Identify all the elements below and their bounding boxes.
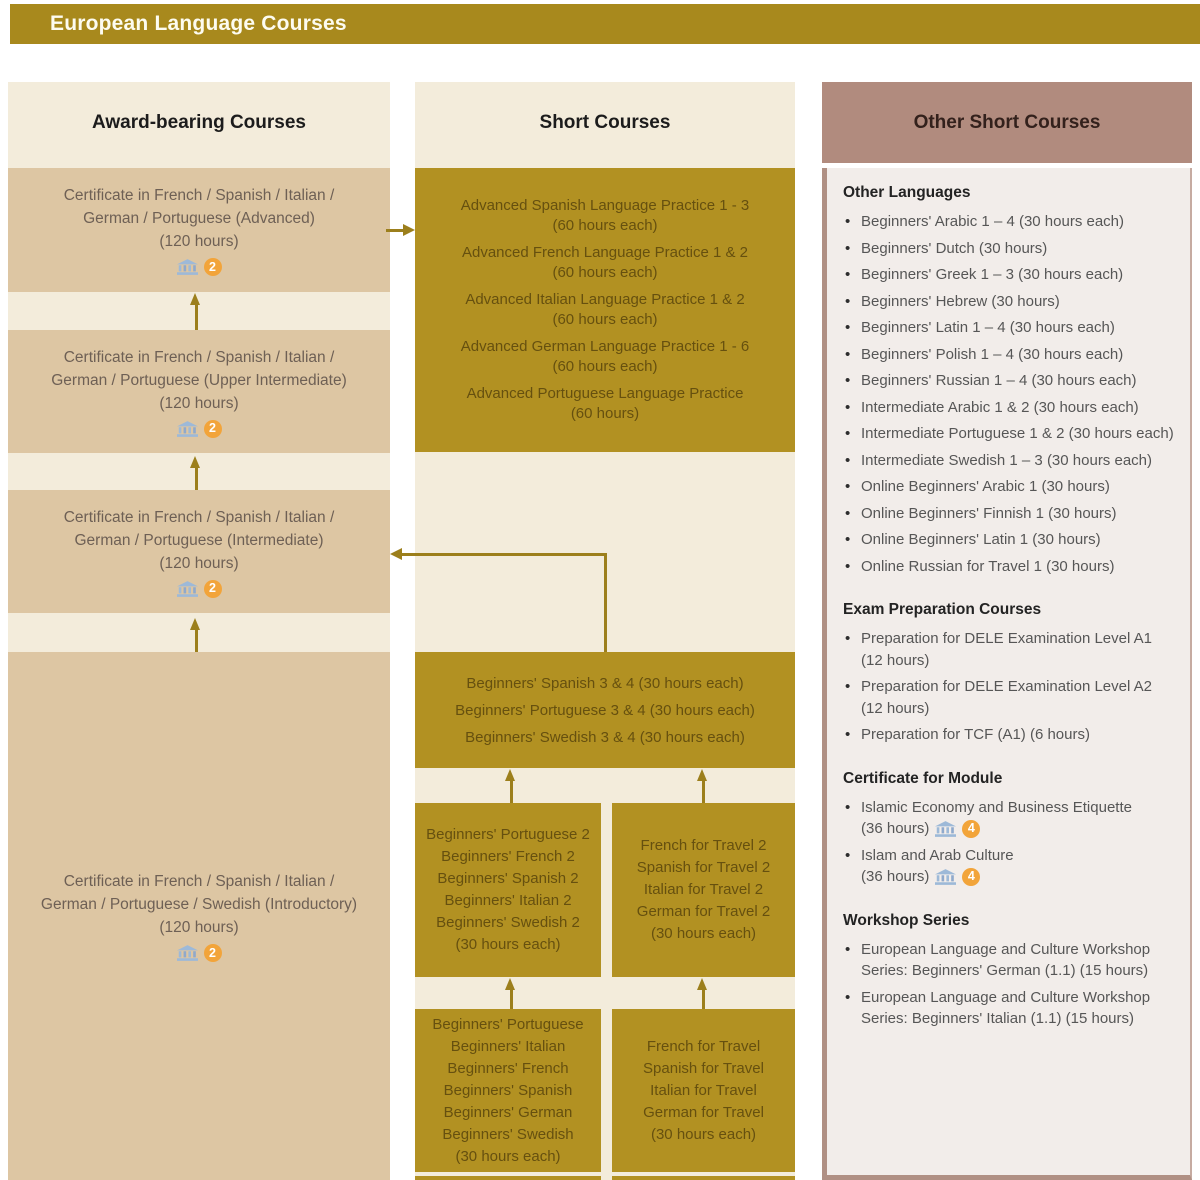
credit-badge: 2	[204, 580, 222, 598]
course-hours: (60 hours each)	[552, 264, 658, 281]
course-line: German for Travel 2	[636, 903, 771, 920]
course-line: • Preparation for TCF (A1) (6 hours)	[861, 726, 1090, 743]
list-item	[843, 423, 1182, 445]
list-item	[843, 211, 1182, 233]
course-line: • Preparation for DELE Examination Level A1	[861, 630, 1152, 647]
course-line: Beginners' Italian 2	[444, 892, 572, 909]
course-line: Beginners' Swedish	[442, 1125, 574, 1143]
list-item	[843, 628, 1182, 671]
arrow-elbow-line-icon	[401, 553, 607, 556]
course-line: Beginners' Italian	[450, 1037, 566, 1055]
course-entry	[467, 384, 744, 425]
course-line: (120 hours)	[159, 919, 239, 936]
institution-icon	[177, 421, 198, 437]
institution-icon	[177, 945, 198, 961]
course-list	[843, 797, 1182, 888]
award-box-intermediate	[8, 490, 390, 613]
award-box-introductory	[8, 652, 390, 1180]
credit-badge: 2	[204, 420, 222, 438]
course-line: Beginners' French 2	[441, 848, 575, 865]
arrow-up-icon	[702, 989, 705, 1009]
arrow-right-head-icon	[403, 224, 415, 236]
course-hours-row	[861, 866, 1182, 888]
course-line: German / Portuguese / Swedish (Introductory)	[40, 896, 358, 913]
short-box-beginners-2	[415, 803, 601, 977]
course-line: Beginners' Spanish 3 & 4 (30 hours each)	[466, 674, 744, 692]
short-box-advanced-practice	[415, 168, 795, 452]
course-hours: (12 hours)	[861, 699, 930, 717]
course-line: • Online Beginners' Finnish 1 (30 hours)	[861, 504, 1117, 522]
arrow-left-head-icon	[390, 548, 402, 560]
course-line: • Islamic Economy and Business Etiquette	[861, 798, 1132, 816]
award-box-advanced	[8, 168, 390, 292]
list-item	[843, 987, 1182, 1030]
course-line: German / Portuguese (Advanced)	[83, 210, 315, 227]
course-line: • Beginners' Russian 1 – 4 (30 hours each)	[861, 372, 1137, 389]
institution-icon	[177, 581, 198, 597]
course-line: (120 hours)	[159, 233, 239, 250]
credit-badge: 4	[962, 820, 980, 838]
course-line: Certificate in French / Spanish / Italian /	[63, 508, 335, 526]
award-box-upper-intermediate	[8, 330, 390, 453]
course-line: • Beginners' Polish 1 – 4 (30 hours each)	[861, 345, 1124, 363]
credit-row	[177, 944, 222, 962]
section-heading: Other Languages	[843, 184, 971, 201]
course-line: Spanish for Travel	[643, 1059, 764, 1077]
course-hours: (60 hours each)	[552, 358, 658, 375]
course-line: Italian for Travel	[650, 1081, 757, 1099]
cut-off-box	[612, 1176, 795, 1180]
course-name: Advanced French Language Practice 1 & 2	[461, 243, 749, 261]
course-line: Certificate in French / Spanish / Italian /	[63, 187, 335, 204]
course-line: Beginners' French	[447, 1059, 569, 1077]
course-hours: (60 hours each)	[552, 217, 658, 234]
credit-badge: 2	[204, 944, 222, 962]
other-courses-panel	[822, 168, 1192, 1180]
list-item	[843, 676, 1182, 719]
list-item	[843, 264, 1182, 286]
course-line: Certificate in French / Spanish / Italian /	[63, 348, 335, 366]
list-item	[843, 797, 1182, 840]
list-item	[843, 556, 1182, 578]
arrow-up-icon	[702, 780, 705, 803]
course-list	[843, 211, 1182, 577]
course-line: Beginners' Spanish	[443, 1081, 573, 1099]
list-item	[843, 939, 1182, 982]
list-item	[843, 370, 1182, 392]
institution-icon	[935, 869, 956, 885]
institution-icon	[177, 259, 198, 275]
course-name: Advanced Portuguese Language Practice	[466, 384, 744, 402]
arrow-up-icon	[195, 629, 198, 652]
arrow-right-icon	[386, 229, 404, 232]
course-entry	[462, 243, 748, 284]
course-line: Series: Beginners' German (1.1) (15 hours)	[861, 962, 1149, 979]
course-hours: (36 hours)	[861, 868, 930, 885]
course-entry	[461, 196, 750, 237]
list-item	[843, 476, 1182, 498]
course-hours: (60 hours)	[570, 405, 640, 422]
credit-row	[177, 580, 222, 598]
course-line: Beginners' Swedish 2	[436, 914, 580, 931]
course-list	[843, 628, 1182, 746]
course-name: Advanced Italian Language Practice 1 & 2	[465, 290, 745, 308]
list-item	[843, 503, 1182, 525]
list-item	[843, 317, 1182, 339]
section-heading: Certificate for Module	[843, 769, 1003, 787]
course-hours: (12 hours)	[861, 651, 930, 669]
course-line: • European Language and Culture Workshop	[861, 940, 1151, 958]
section-certificate-for-module	[843, 770, 1182, 888]
course-line: Beginners' Portuguese	[432, 1015, 584, 1033]
list-item	[843, 238, 1182, 260]
list-item	[843, 845, 1182, 888]
course-line: French for Travel 2	[640, 837, 767, 854]
short-box-travel-2	[612, 803, 795, 977]
course-line: German / Portuguese (Upper Intermediate)	[51, 371, 347, 389]
section-workshop-series	[843, 912, 1182, 1030]
course-hours: (60 hours each)	[552, 311, 658, 328]
short-box-beginners-1	[415, 1009, 601, 1172]
credit-row	[177, 258, 222, 276]
list-item	[843, 529, 1182, 551]
section-heading: Workshop Series	[843, 911, 970, 929]
course-line: Beginners' Swedish 3 & 4 (30 hours each)	[465, 728, 745, 746]
course-line: • Intermediate Arabic 1 & 2 (30 hours each)	[861, 398, 1139, 416]
course-entry	[465, 290, 744, 331]
short-column-header: Short Courses	[539, 111, 671, 133]
course-line: • Beginners' Greek 1 – 3 (30 hours each)	[861, 266, 1124, 283]
course-line: • Beginners' Arabic 1 – 4 (30 hours each)	[861, 213, 1125, 230]
arrow-up-icon	[195, 467, 198, 490]
course-hours: (36 hours)	[861, 820, 930, 837]
section-heading: Exam Preparation Courses	[843, 601, 1042, 618]
course-entry	[461, 337, 750, 378]
course-line: (120 hours)	[159, 554, 239, 572]
list-item	[843, 724, 1182, 746]
list-item	[843, 291, 1182, 313]
course-line: • Online Beginners' Latin 1 (30 hours)	[861, 531, 1101, 548]
course-line: German / Portuguese (Intermediate)	[74, 531, 324, 549]
section-other-languages	[843, 184, 1182, 577]
course-line: • Beginners' Latin 1 – 4 (30 hours each)	[861, 319, 1115, 336]
course-line: Spanish for Travel 2	[636, 859, 771, 876]
arrow-up-icon	[510, 780, 513, 803]
credit-badge: 2	[204, 258, 222, 276]
list-item	[843, 450, 1182, 472]
course-line: • Beginners' Dutch (30 hours)	[861, 239, 1048, 257]
arrow-up-icon	[195, 304, 198, 330]
credit-row	[177, 420, 222, 438]
course-line: • Online Russian for Travel 1 (30 hours)	[861, 557, 1115, 575]
short-box-beginners-3-4	[415, 652, 795, 768]
course-line: Certificate in French / Spanish / Italian /	[63, 873, 335, 890]
course-line: • Intermediate Swedish 1 – 3 (30 hours each)	[861, 451, 1152, 469]
credit-badge: 4	[962, 868, 980, 886]
list-item	[843, 397, 1182, 419]
award-column-header: Award-bearing Courses	[92, 111, 306, 133]
course-line: • European Language and Culture Workshop	[861, 988, 1151, 1006]
other-column-header: Other Short Courses	[822, 82, 1192, 163]
institution-icon	[935, 821, 956, 837]
section-exam-preparation	[843, 601, 1182, 746]
course-name: Advanced Spanish Language Practice 1 - 3	[460, 196, 750, 214]
course-hours: (30 hours each)	[455, 936, 561, 953]
course-line: • Intermediate Portuguese 1 & 2 (30 hours each)	[861, 425, 1174, 442]
page-title: European Language Courses	[50, 12, 347, 35]
list-item	[843, 344, 1182, 366]
course-line: Series: Beginners' Italian (1.1) (15 hours)	[861, 1010, 1134, 1027]
course-line: Beginners' German	[443, 1103, 573, 1121]
arrow-elbow-line-icon	[604, 553, 607, 652]
cut-off-box	[415, 1176, 601, 1180]
course-hours: (30 hours each)	[650, 925, 757, 942]
course-line: (120 hours)	[159, 394, 239, 412]
course-hours: (30 hours each)	[455, 1147, 561, 1165]
course-line: • Beginners' Hebrew (30 hours)	[861, 292, 1060, 310]
course-line: German for Travel	[643, 1103, 764, 1121]
course-line: • Preparation for DELE Examination Level A2	[861, 678, 1152, 695]
arrow-up-icon	[510, 989, 513, 1009]
course-hours-row	[861, 818, 1182, 840]
course-line: French for Travel	[646, 1037, 761, 1055]
course-line: Italian for Travel 2	[643, 881, 764, 898]
course-line: Beginners' Portuguese 3 & 4 (30 hours each)	[455, 701, 755, 719]
course-hours: (30 hours each)	[650, 1125, 757, 1143]
title-bar	[10, 4, 1200, 44]
course-line: • Islam and Arab Culture	[861, 846, 1014, 864]
course-line: • Online Beginners' Arabic 1 (30 hours)	[861, 478, 1110, 495]
course-line: Beginners' Spanish 2	[437, 870, 579, 887]
course-line: Beginners' Portuguese 2	[426, 826, 590, 843]
course-list	[843, 939, 1182, 1030]
short-box-travel-1	[612, 1009, 795, 1172]
course-name: Advanced German Language Practice 1 - 6	[460, 337, 750, 355]
